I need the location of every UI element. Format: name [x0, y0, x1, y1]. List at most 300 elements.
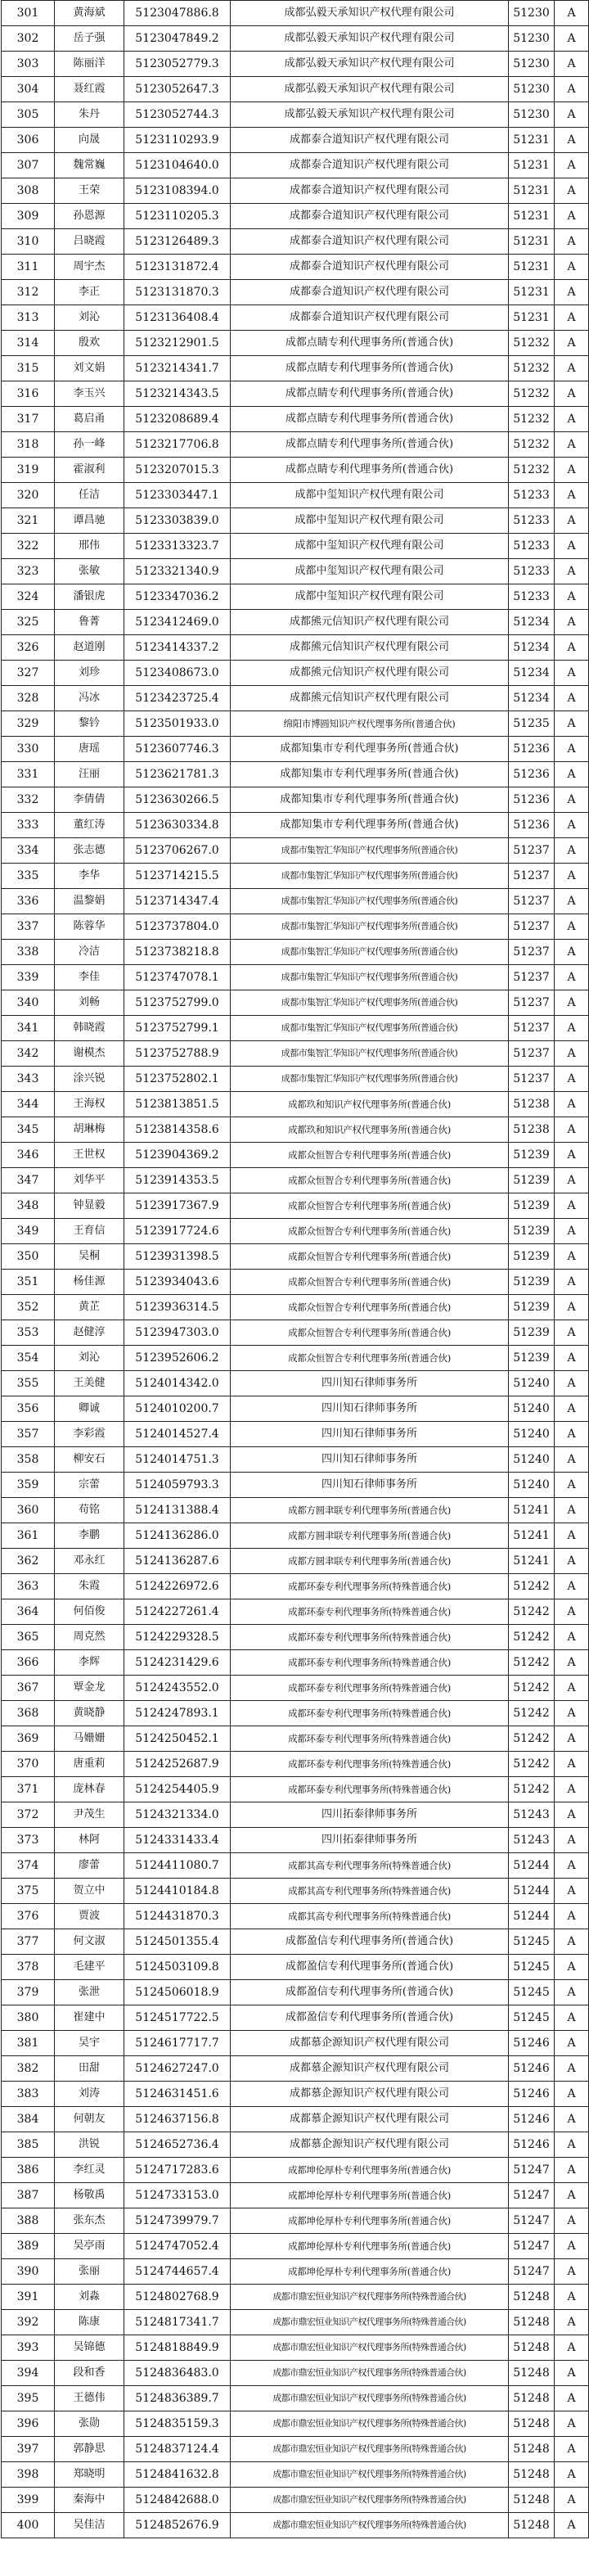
agency-code: 51246 — [509, 2031, 555, 2056]
table-row — [2, 965, 589, 990]
row-index: 310 — [2, 229, 55, 255]
certificate-number: 5123752799.0 — [124, 990, 231, 1016]
table-row — [2, 356, 589, 381]
grade: A — [555, 2031, 589, 2056]
certificate-number: 5124247893.1 — [124, 1701, 231, 1726]
row-index: 336 — [2, 889, 55, 914]
agent-name: 吕晓霞 — [55, 229, 124, 255]
row-index: 385 — [2, 2132, 55, 2158]
agency-name: 成都方圆聿联专利代理事务所(普通合伙) — [231, 1498, 509, 1523]
table-row — [2, 1777, 589, 1802]
grade: A — [555, 2132, 589, 2158]
agent-name: 刘涛 — [55, 2082, 124, 2107]
agency-name: 成都知集市专利代理事务所(普通合伙) — [231, 787, 509, 813]
certificate-number: 5124836389.7 — [124, 2386, 231, 2411]
agent-name: 宗蕾 — [55, 1473, 124, 1498]
table-row — [2, 2031, 589, 2056]
grade: A — [555, 1701, 589, 1726]
agency-name: 成都泰合道知识产权代理有限公司 — [231, 178, 509, 204]
row-index: 327 — [2, 661, 55, 686]
agency-code: 51244 — [509, 1904, 555, 1929]
grade: A — [555, 1879, 589, 1904]
agency-code: 51236 — [509, 813, 555, 838]
table-row — [2, 2132, 589, 2158]
agency-code: 51234 — [509, 635, 555, 661]
grade: A — [555, 381, 589, 407]
table-row — [2, 1904, 589, 1929]
agency-name: 四川知石律师事务所 — [231, 1422, 509, 1447]
agency-code: 51247 — [509, 2183, 555, 2208]
row-index: 338 — [2, 940, 55, 965]
agency-name: 成都众恒智合专利代理事务所(普通合伙) — [231, 1219, 509, 1244]
row-index: 342 — [2, 1041, 55, 1067]
agent-name: 唐重莉 — [55, 1752, 124, 1777]
agency-code: 51231 — [509, 280, 555, 305]
table-row — [2, 1371, 589, 1396]
table-row — [2, 2082, 589, 2107]
table-row — [2, 940, 589, 965]
grade: A — [555, 52, 589, 77]
table-row — [2, 1092, 589, 1117]
row-index: 330 — [2, 737, 55, 762]
agency-code: 51238 — [509, 1092, 555, 1117]
agency-code: 51240 — [509, 1473, 555, 1498]
agency-name: 成都盈信专利代理事务所(普通合伙) — [231, 1929, 509, 1955]
agency-name: 成都环泰专利代理事务所(特殊普通合伙) — [231, 1752, 509, 1777]
table-row — [2, 1980, 589, 2005]
certificate-number: 5123214341.7 — [124, 356, 231, 381]
agency-name: 成都点睛专利代理事务所(普通合伙) — [231, 331, 509, 356]
agency-code: 51242 — [509, 1752, 555, 1777]
agency-code: 51239 — [509, 1346, 555, 1371]
agent-name: 黎钤 — [55, 711, 124, 737]
certificate-number: 5123423725.4 — [124, 686, 231, 711]
row-index: 370 — [2, 1752, 55, 1777]
agency-name: 成都市鼎宏恒业知识产权代理事务所(特殊普通合伙) — [231, 2386, 509, 2411]
table-row — [2, 102, 589, 128]
agent-name: 李华 — [55, 864, 124, 889]
table-row — [2, 1498, 589, 1523]
certificate-number: 5123207015.3 — [124, 458, 231, 483]
row-index: 340 — [2, 990, 55, 1016]
certificate-number: 5123814358.6 — [124, 1117, 231, 1143]
agent-name: 李佳 — [55, 965, 124, 990]
agency-name: 成都环泰专利代理事务所(特殊普通合伙) — [231, 1574, 509, 1599]
table-row — [2, 1422, 589, 1447]
agent-name: 胡琳梅 — [55, 1117, 124, 1143]
agency-name: 成都点睛专利代理事务所(普通合伙) — [231, 458, 509, 483]
agency-code: 51248 — [509, 2411, 555, 2437]
table-row — [2, 305, 589, 331]
grade: A — [555, 2158, 589, 2183]
grade: A — [555, 204, 589, 229]
agent-name: 涂兴锐 — [55, 1067, 124, 1092]
certificate-number: 5123108394.0 — [124, 178, 231, 204]
agency-name: 四川知石律师事务所 — [231, 1447, 509, 1473]
agency-name: 成都慕企源知识产权代理有限公司 — [231, 2107, 509, 2132]
agency-code: 51230 — [509, 102, 555, 128]
grade: A — [555, 458, 589, 483]
certificate-number: 5123607746.3 — [124, 737, 231, 762]
grade: A — [555, 2488, 589, 2513]
agent-name: 黄晓静 — [55, 1701, 124, 1726]
agent-name: 岳子强 — [55, 26, 124, 52]
certificate-number: 5124842688.0 — [124, 2488, 231, 2513]
agent-name: 张志德 — [55, 838, 124, 864]
agency-name: 成都中玺知识产权代理有限公司 — [231, 508, 509, 534]
row-index: 373 — [2, 1828, 55, 1853]
grade: A — [555, 1244, 589, 1270]
agency-name: 成都市鼎宏恒业知识产权代理事务所(特殊普通合伙) — [231, 2513, 509, 2538]
grade: A — [555, 1219, 589, 1244]
grade: A — [555, 2183, 589, 2208]
certificate-number: 5124431870.3 — [124, 1904, 231, 1929]
row-index: 321 — [2, 508, 55, 534]
row-index: 355 — [2, 1371, 55, 1396]
table-row — [2, 661, 589, 686]
grade: A — [555, 26, 589, 52]
agent-name: 鲁菁 — [55, 610, 124, 635]
row-index: 378 — [2, 1955, 55, 1980]
table-row — [2, 1955, 589, 1980]
agent-name: 吴锦德 — [55, 2335, 124, 2361]
agency-code: 51233 — [509, 508, 555, 534]
grade: A — [555, 1955, 589, 1980]
agency-name: 成都众恒智合专利代理事务所(普通合伙) — [231, 1193, 509, 1219]
table-row — [2, 508, 589, 534]
table-row — [2, 559, 589, 584]
certificate-number: 5124501355.4 — [124, 1929, 231, 1955]
grade: A — [555, 584, 589, 610]
agency-name: 成都众恒智合专利代理事务所(普通合伙) — [231, 1143, 509, 1168]
grade: A — [555, 305, 589, 331]
agency-name: 成都众恒智合专利代理事务所(普通合伙) — [231, 1270, 509, 1295]
certificate-number: 5124835159.3 — [124, 2411, 231, 2437]
agency-code: 51240 — [509, 1396, 555, 1422]
certificate-number: 5123214343.5 — [124, 381, 231, 407]
grade: A — [555, 1726, 589, 1752]
agency-name: 成都慕企源知识产权代理有限公司 — [231, 2132, 509, 2158]
agency-name: 成都盈信专利代理事务所(普通合伙) — [231, 2005, 509, 2031]
row-index: 376 — [2, 1904, 55, 1929]
agent-name: 吴宇 — [55, 2031, 124, 2056]
certificate-number: 5123714347.4 — [124, 889, 231, 914]
agent-name: 周克然 — [55, 1625, 124, 1650]
grade: A — [555, 1193, 589, 1219]
grade: A — [555, 1574, 589, 1599]
row-index: 305 — [2, 102, 55, 128]
row-index: 357 — [2, 1422, 55, 1447]
row-index: 359 — [2, 1473, 55, 1498]
agency-code: 51232 — [509, 381, 555, 407]
certificate-number: 5123303447.1 — [124, 483, 231, 508]
agency-code: 51248 — [509, 2285, 555, 2310]
grade: A — [555, 686, 589, 711]
certificate-number: 5123931398.5 — [124, 1244, 231, 1270]
grade: A — [555, 1980, 589, 2005]
table-row — [2, 2183, 589, 2208]
grade: A — [555, 889, 589, 914]
row-index: 392 — [2, 2310, 55, 2335]
certificate-number: 5124802768.9 — [124, 2285, 231, 2310]
agency-code: 51232 — [509, 407, 555, 432]
agency-code: 51233 — [509, 534, 555, 559]
row-index: 337 — [2, 914, 55, 940]
agency-code: 51237 — [509, 914, 555, 940]
certificate-number: 5124331433.4 — [124, 1828, 231, 1853]
table-row — [2, 2462, 589, 2488]
grade: A — [555, 1117, 589, 1143]
certificate-number: 5124059793.3 — [124, 1473, 231, 1498]
grade: A — [555, 1, 589, 26]
grade: A — [555, 1016, 589, 1041]
agent-name: 张勋 — [55, 2411, 124, 2437]
agency-name: 四川知石律师事务所 — [231, 1473, 509, 1498]
agency-name: 成都弘毅天承知识产权代理有限公司 — [231, 52, 509, 77]
grade: A — [555, 153, 589, 178]
agency-name: 成都方圆聿联专利代理事务所(普通合伙) — [231, 1549, 509, 1574]
agent-name: 刘沁 — [55, 1346, 124, 1371]
agency-code: 51242 — [509, 1599, 555, 1625]
agency-name: 成都市集智汇华知识产权代理事务所(普通合伙) — [231, 965, 509, 990]
table-row — [2, 635, 589, 661]
table-row — [2, 1802, 589, 1828]
row-index: 371 — [2, 1777, 55, 1802]
grade: A — [555, 407, 589, 432]
agency-code: 51242 — [509, 1574, 555, 1599]
certificate-number: 5123738218.8 — [124, 940, 231, 965]
certificate-number: 5124014751.3 — [124, 1447, 231, 1473]
certificate-number: 5124227261.4 — [124, 1599, 231, 1625]
certificate-number: 5123501933.0 — [124, 711, 231, 737]
row-index: 331 — [2, 762, 55, 787]
grade: A — [555, 2056, 589, 2082]
agency-name: 四川拓泰律师事务所 — [231, 1828, 509, 1853]
table-row — [2, 1701, 589, 1726]
row-index: 345 — [2, 1117, 55, 1143]
certificate-number: 5123952606.2 — [124, 1346, 231, 1371]
table-row — [2, 381, 589, 407]
agency-code: 51239 — [509, 1295, 555, 1320]
agent-name: 尹茂生 — [55, 1802, 124, 1828]
grade: A — [555, 2005, 589, 2031]
certificate-number: 5123347036.2 — [124, 584, 231, 610]
agent-name: 何朝友 — [55, 2107, 124, 2132]
agency-code: 51246 — [509, 2132, 555, 2158]
grade: A — [555, 1802, 589, 1828]
agency-name: 成都泰合道知识产权代理有限公司 — [231, 229, 509, 255]
certificate-number: 5123630266.5 — [124, 787, 231, 813]
row-index: 353 — [2, 1320, 55, 1346]
agency-name: 成都坤伦厚朴专利代理事务所(普通合伙) — [231, 2183, 509, 2208]
table-row — [2, 787, 589, 813]
row-index: 358 — [2, 1447, 55, 1473]
row-index: 301 — [2, 1, 55, 26]
grade: A — [555, 1523, 589, 1549]
row-index: 311 — [2, 255, 55, 280]
row-index: 349 — [2, 1219, 55, 1244]
agency-code: 51230 — [509, 77, 555, 102]
agency-name: 成都其高专利代理事务所(特殊普通合伙) — [231, 1904, 509, 1929]
row-index: 390 — [2, 2259, 55, 2285]
table-row — [2, 2285, 589, 2310]
agency-name: 成都坤伦厚朴专利代理事务所(普通合伙) — [231, 2259, 509, 2285]
row-index: 328 — [2, 686, 55, 711]
certificate-number: 5124014342.0 — [124, 1371, 231, 1396]
agency-code: 51245 — [509, 1955, 555, 1980]
agent-name: 潘银虎 — [55, 584, 124, 610]
agent-name: 张东杰 — [55, 2208, 124, 2234]
agency-code: 51243 — [509, 1802, 555, 1828]
certificate-number: 5123321340.9 — [124, 559, 231, 584]
row-index: 384 — [2, 2107, 55, 2132]
grade: A — [555, 1904, 589, 1929]
certificate-number: 5124852676.9 — [124, 2513, 231, 2538]
grade: A — [555, 838, 589, 864]
table-row — [2, 1599, 589, 1625]
grade: A — [555, 102, 589, 128]
agency-name: 成都市集智汇华知识产权代理事务所(普通合伙) — [231, 838, 509, 864]
agency-name: 成都坤伦厚朴专利代理事务所(普通合伙) — [231, 2208, 509, 2234]
agency-code: 51247 — [509, 2158, 555, 2183]
agency-code: 51232 — [509, 458, 555, 483]
agency-name: 成都其高专利代理事务所(特殊普通合伙) — [231, 1879, 509, 1904]
row-index: 344 — [2, 1092, 55, 1117]
agent-name: 何文淑 — [55, 1929, 124, 1955]
agent-name: 陈丽洋 — [55, 52, 124, 77]
table-row — [2, 204, 589, 229]
table-row — [2, 153, 589, 178]
agency-code: 51242 — [509, 1726, 555, 1752]
certificate-number: 5124517722.5 — [124, 2005, 231, 2031]
row-index: 381 — [2, 2031, 55, 2056]
row-index: 329 — [2, 711, 55, 737]
agency-code: 51243 — [509, 1828, 555, 1853]
row-index: 375 — [2, 1879, 55, 1904]
agent-name: 邢伟 — [55, 534, 124, 559]
certificate-number: 5124747052.4 — [124, 2234, 231, 2259]
agent-name: 毛建平 — [55, 1955, 124, 1980]
certificate-number: 5124254405.9 — [124, 1777, 231, 1802]
row-index: 341 — [2, 1016, 55, 1041]
agent-name: 汪丽 — [55, 762, 124, 787]
agent-name: 朱霞 — [55, 1574, 124, 1599]
certificate-number: 5124617717.7 — [124, 2031, 231, 2056]
certificate-number: 5124818849.9 — [124, 2335, 231, 2361]
agent-name: 温黎娟 — [55, 889, 124, 914]
table-row — [2, 458, 589, 483]
agent-name: 卿诚 — [55, 1396, 124, 1422]
agent-name: 李红灵 — [55, 2158, 124, 2183]
agency-code: 51242 — [509, 1625, 555, 1650]
agency-code: 51237 — [509, 1041, 555, 1067]
certificate-number: 5124744657.4 — [124, 2259, 231, 2285]
certificate-number: 5123630334.8 — [124, 813, 231, 838]
agency-name: 成都坤伦厚朴专利代理事务所(普通合伙) — [231, 2158, 509, 2183]
agency-code: 51237 — [509, 838, 555, 864]
table-row — [2, 52, 589, 77]
agency-code: 51242 — [509, 1650, 555, 1676]
certificate-number: 5123706267.0 — [124, 838, 231, 864]
table-row — [2, 914, 589, 940]
agency-code: 51239 — [509, 1143, 555, 1168]
row-index: 351 — [2, 1270, 55, 1295]
agent-name: 王海权 — [55, 1092, 124, 1117]
agent-name: 韩晓霞 — [55, 1016, 124, 1041]
row-index: 339 — [2, 965, 55, 990]
row-index: 303 — [2, 52, 55, 77]
row-index: 335 — [2, 864, 55, 889]
row-index: 334 — [2, 838, 55, 864]
row-index: 394 — [2, 2361, 55, 2386]
agent-name: 赵健淳 — [55, 1320, 124, 1346]
agency-name: 成都市鼎宏恒业知识产权代理事务所(特殊普通合伙) — [231, 2361, 509, 2386]
agency-name: 成都知集市专利代理事务所(普通合伙) — [231, 762, 509, 787]
agent-name: 贺立中 — [55, 1879, 124, 1904]
agency-code: 51248 — [509, 2386, 555, 2411]
agency-name: 成都盈信专利代理事务所(普通合伙) — [231, 1980, 509, 2005]
agency-name: 四川知石律师事务所 — [231, 1371, 509, 1396]
certificate-number: 5123208689.4 — [124, 407, 231, 432]
agency-code: 51233 — [509, 483, 555, 508]
row-index: 374 — [2, 1853, 55, 1879]
grade: A — [555, 1295, 589, 1320]
certificate-number: 5124252687.9 — [124, 1752, 231, 1777]
certificate-number: 5123408673.0 — [124, 661, 231, 686]
agency-code: 51230 — [509, 26, 555, 52]
agency-code: 51237 — [509, 1016, 555, 1041]
table-row — [2, 838, 589, 864]
certificate-number: 5123904369.2 — [124, 1143, 231, 1168]
row-index: 364 — [2, 1599, 55, 1625]
agency-code: 51248 — [509, 2335, 555, 2361]
agency-name: 成都泰合道知识产权代理有限公司 — [231, 305, 509, 331]
grade: A — [555, 787, 589, 813]
agent-name: 谭昌驰 — [55, 508, 124, 534]
certificate-number: 5124837124.4 — [124, 2437, 231, 2462]
agent-name: 段和香 — [55, 2361, 124, 2386]
row-index: 382 — [2, 2056, 55, 2082]
table-row — [2, 1016, 589, 1041]
table-row — [2, 2513, 589, 2538]
agency-code: 51241 — [509, 1498, 555, 1523]
table-row — [2, 2234, 589, 2259]
grade: A — [555, 1092, 589, 1117]
table-row — [2, 229, 589, 255]
certificate-number: 5124010200.7 — [124, 1396, 231, 1422]
agency-code: 51237 — [509, 864, 555, 889]
grade: A — [555, 2437, 589, 2462]
agency-code: 51237 — [509, 965, 555, 990]
certificate-number: 5123110293.9 — [124, 128, 231, 153]
agent-name: 庞林春 — [55, 1777, 124, 1802]
agency-code: 51246 — [509, 2056, 555, 2082]
table-row — [2, 864, 589, 889]
agency-code: 51233 — [509, 584, 555, 610]
table-row — [2, 1929, 589, 1955]
agency-name: 成都点睛专利代理事务所(普通合伙) — [231, 381, 509, 407]
agent-name: 柳安石 — [55, 1447, 124, 1473]
certificate-number: 5123303839.0 — [124, 508, 231, 534]
grade: A — [555, 508, 589, 534]
agent-name: 张丽 — [55, 2259, 124, 2285]
certificate-number: 5124652736.4 — [124, 2132, 231, 2158]
table-row — [2, 1270, 589, 1295]
grade: A — [555, 1498, 589, 1523]
agency-name: 成都市集智汇华知识产权代理事务所(普通合伙) — [231, 1041, 509, 1067]
agency-code: 51241 — [509, 1549, 555, 1574]
agency-code: 51245 — [509, 2005, 555, 2031]
